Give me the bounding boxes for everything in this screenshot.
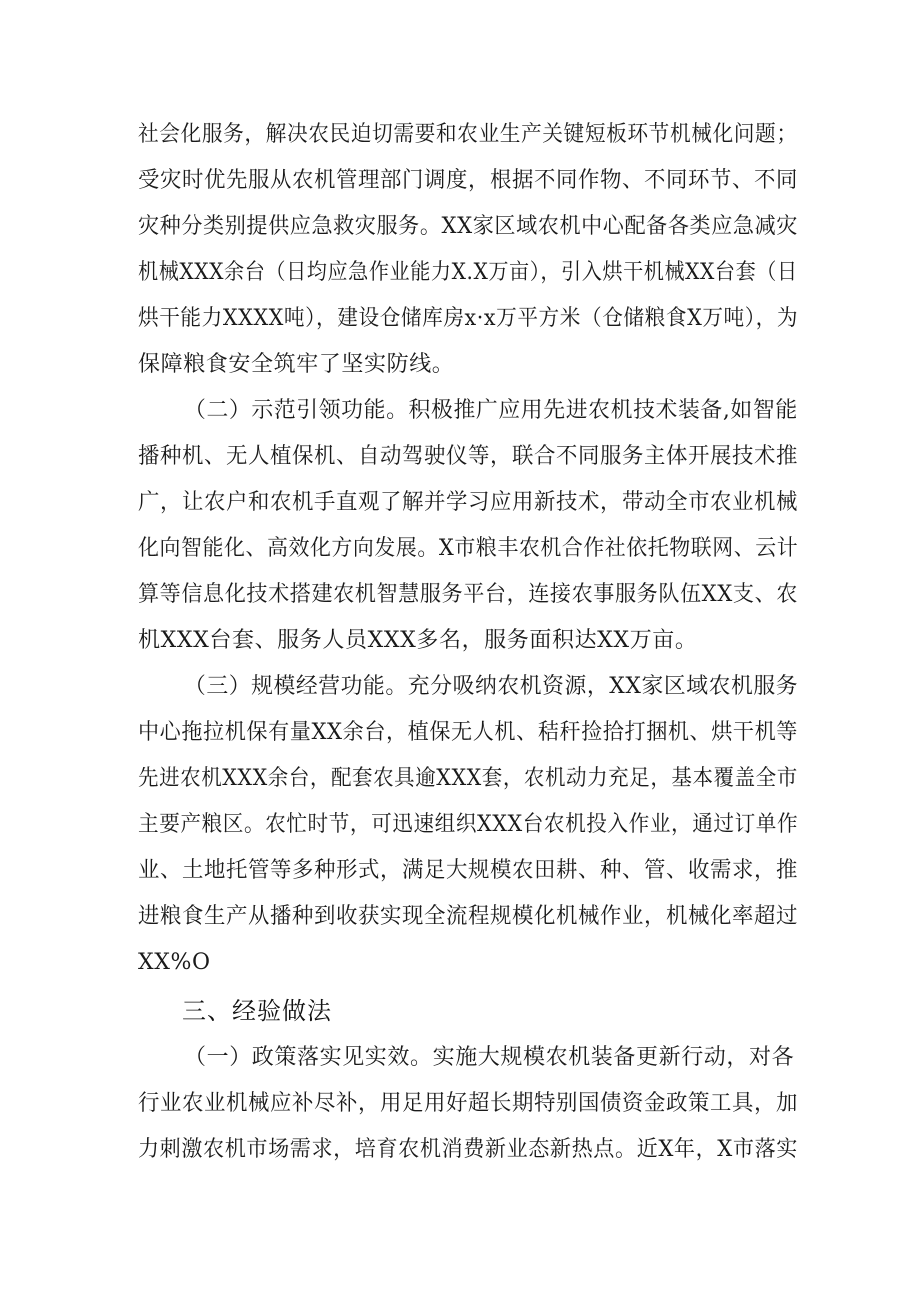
paragraph-2-line-3: 广，让农户和农机手直观了解并学习应用新技术，带动全市农业机械 bbox=[138, 490, 799, 515]
paragraph-2-line-2: 播种机、无人植保机、自动驾驶仪等，联合不同服务主体开展技术推 bbox=[138, 444, 799, 469]
paragraph-3-line-5: 业、土地托管等多种形式，满足大规模农田耕、种、管、收需求，推 bbox=[138, 858, 799, 883]
paragraph-4-line-1: （一）政策落实见实效。实施大规模农机装备更新行动，对各 bbox=[184, 1045, 795, 1070]
paragraph-3-line-2: 中心拖拉机保有量XX余台，植保无人机、秸秆捡拾打捆机、烘干机等 bbox=[138, 720, 798, 745]
paragraph-2-line-4: 化向智能化、高效化方向发展。X市粮丰农机合作社依托物联网、云计 bbox=[138, 536, 799, 561]
paragraph-3-line-4: 主要产粮区。农忙时节，可迅速组织XXX台农机投入作业，通过订单作 bbox=[138, 812, 799, 837]
paragraph-2-line-6: 机XXX台套、服务人员XXX多名，服务面积达XX万亩。 bbox=[138, 628, 698, 653]
paragraph-1-line-3: 灾种分类别提供应急救灾服务。XX家区域农机中心配备各类应急减灾 bbox=[138, 214, 798, 239]
paragraph-4-line-2: 行业农业机械应补尽补，用足用好超长期特别国债资金政策工具，加 bbox=[138, 1091, 799, 1116]
section-heading: 三、经验做法 bbox=[182, 997, 332, 1025]
paragraph-3-line-3: 先进农机XXX余台，配套农具逾XXX套，农机动力充足，基本覆盖全市 bbox=[138, 766, 798, 791]
paragraph-3-line-7: XX%O bbox=[138, 950, 211, 975]
paragraph-1-line-4: 机械XXX余台（日均应急作业能力X.X万亩），引入烘干机械XX台套（日 bbox=[138, 260, 798, 285]
paragraph-1-line-6: 保障粮食安全筑牢了坚实防线。 bbox=[138, 352, 455, 377]
paragraph-1-line-2: 受灾时优先服从农机管理部门调度，根据不同作物、不同环节、不同 bbox=[138, 168, 799, 193]
paragraph-2-line-5: 算等信息化技术搭建农机智慧服务平台，连接农事服务队伍XX支、农 bbox=[138, 582, 798, 607]
paragraph-4-line-3: 力刺激农机市场需求，培育农机消费新业态新热点。近X年，X市落实 bbox=[138, 1137, 798, 1162]
paragraph-2-line-1: （二）示范引领功能。积极推广应用先进农机技术装备,如智能 bbox=[184, 398, 798, 423]
paragraph-3-line-6: 进粮食生产从播种到收获实现全流程规模化机械作业，机械化率超过 bbox=[138, 904, 799, 929]
paragraph-1-line-1: 社会化服务，解决农民迫切需要和农业生产关键短板环节机械化问题； bbox=[138, 122, 798, 147]
paragraph-3-line-1: （三）规模经营功能。充分吸纳农机资源，XX家区域农机服务 bbox=[184, 674, 799, 699]
paragraph-1-line-5: 烘干能力XXXX吨），建设仓储库房x·x万平方米（仓储粮食X万吨），为 bbox=[138, 306, 799, 331]
